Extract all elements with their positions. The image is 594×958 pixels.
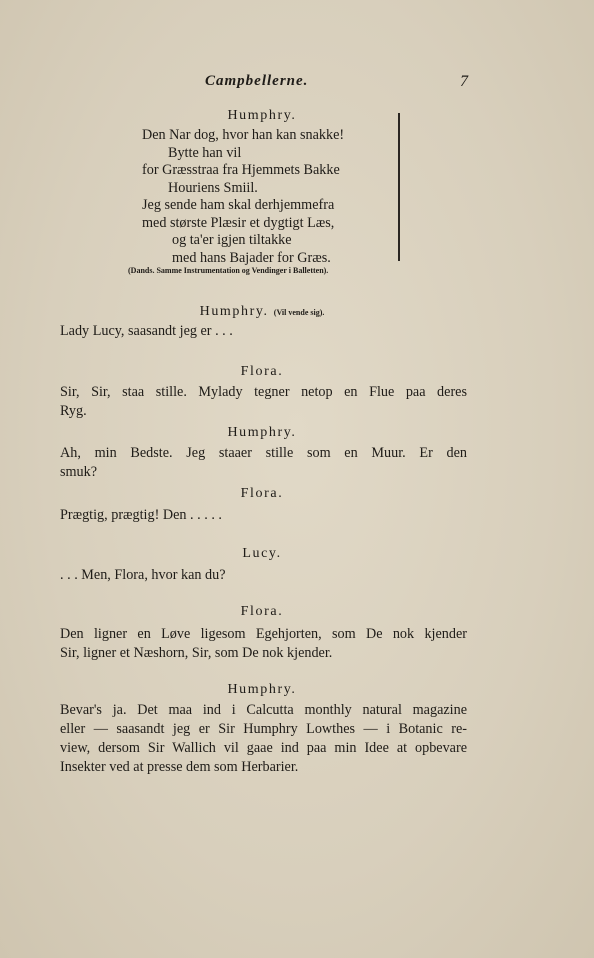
verse-line: Jeg sende ham skal derhjemmefra [142, 197, 335, 213]
dialogue-text: Ryg. [60, 403, 87, 419]
dialogue-line [60, 506, 467, 525]
speaker-lucy: Lucy. [242, 546, 282, 561]
speaker-humphry: Humphry. [227, 425, 297, 440]
speaker-flora: Flora. [240, 604, 284, 619]
dialogue-text: Den ligner en Løve ligesom Egehjorten, som De nok kjender [60, 626, 467, 642]
verse-line: og ta'er igjen tiltakke [172, 232, 292, 248]
speaker-humphry: Humphry. [227, 682, 297, 697]
verse-line: Houriens Smiil. [168, 179, 258, 196]
dialogue-text: view, dersom Sir Wallich vil gaae ind paa min Idee at opbevare [60, 740, 467, 756]
verse-line: for Græsstraa fra Hjemmets Bakke [142, 162, 340, 178]
dialogue-text: Lady Lucy, saasandt jeg er . . . [60, 323, 233, 339]
dialogue-text: Prægtig, prægtig! Den . . . . . [60, 507, 222, 523]
dialogue-line [60, 444, 467, 482]
dialogue-line [60, 566, 467, 585]
dialogue-line [60, 322, 467, 341]
dialogue-line [60, 383, 467, 421]
speaker-flora: Flora. [240, 486, 284, 501]
running-head [0, 73, 594, 97]
page-number: 7 [460, 73, 468, 90]
dialogue-line [60, 701, 467, 777]
dialogue-text: Sir, ligner et Næshorn, Sir, som De nok kjender. [60, 645, 333, 661]
dialogue-text: . . . Men, Flora, hvor kan du? [60, 567, 226, 583]
dialogue-text: Insekter ved at presse dem som Herbarier. [60, 759, 299, 775]
dialogue-text: Bevar's ja. Det maa ind i Calcutta monthly natural magazine [60, 702, 467, 718]
dialogue-text: eller — saasandt jeg er Sir Humphry Lowthes — i Botanic re- [60, 721, 467, 737]
verse-line: med hans Bajader for Græs. [172, 249, 331, 266]
speaker-humphry [0, 304, 524, 320]
song-verse [142, 127, 402, 267]
dialogue-text: Sir, Sir, staa stille. Mylady tegner netop en Flue paa deres [60, 384, 467, 400]
dialogue-line [60, 625, 467, 663]
verse-line: Den Nar dog, hvor han kan snakke! [142, 127, 345, 143]
dialogue-text: smuk? [60, 464, 98, 480]
stage-direction-inline: (Vil vende sig). [273, 308, 325, 317]
dialogue-text: Ah, min Bedste. Jeg staaer stille som en Muur. Er den [60, 445, 467, 461]
running-title: Campbellerne. [205, 73, 309, 89]
stage-direction-dance: (Dands. Samme Instrumentation og Vendinger i Balletten). [128, 266, 329, 275]
speaker-flora: Flora. [240, 364, 284, 379]
verse-line: Bytte han vil [168, 144, 242, 161]
speaker-humphry-song: Humphry. [227, 108, 297, 123]
verse-line: med største Plæsir et dygtigt Læs, [142, 214, 335, 231]
speaker-name: Humphry. [199, 304, 269, 319]
